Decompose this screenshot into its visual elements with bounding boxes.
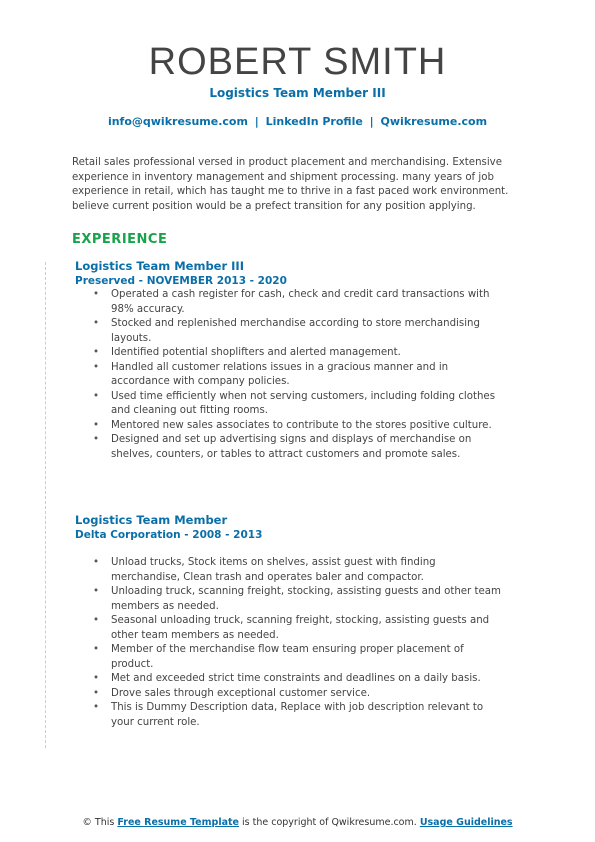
contact-line	[0, 115, 595, 128]
timeline-divider	[45, 262, 46, 748]
email-link[interactable]: info@qwikresume.com	[107, 115, 248, 128]
job-bullet: • Met and exceeded strict time constraints and deadlines on a daily basis.	[111, 672, 515, 687]
footer-middle: is the copyright of Qwikresume.com.	[242, 817, 417, 828]
candidate-name: ROBERT SMITH	[148, 41, 447, 83]
contact-separator: |	[369, 115, 374, 128]
job-bullet: • Identified potential shoplifters and alerted management.	[111, 346, 515, 361]
job-entry	[75, 513, 515, 730]
candidate-role: Logistics Team Member III	[209, 86, 386, 100]
contact-separator: |	[254, 115, 259, 128]
job-entry	[75, 259, 515, 462]
linkedin-link[interactable]: LinkedIn Profile	[265, 115, 363, 128]
job-bullet: • Used time efficiently when not serving customers, including folding clothes and cleaning out fitting rooms.	[111, 390, 515, 419]
job-bullet: • Member of the merchandise flow team ensuring proper placement of product.	[111, 643, 515, 672]
footer-prefix: © This	[82, 817, 115, 828]
job-bullet: • Operated a cash register for cash, check and credit card transactions with 98% accuracy.	[111, 288, 515, 317]
job-bullet: • Seasonal unloading truck, scanning freight, stocking, assisting guests and other team members as needed.	[111, 614, 515, 643]
job-bullet: • Designed and set up advertising signs and displays of merchandise on shelves, counters, or tables to attract customers and promote sales.	[111, 433, 515, 462]
job-company-dates: Preserved - NOVEMBER 2013 - 2020	[75, 275, 287, 287]
job-company-dates: Delta Corporation - 2008 - 2013	[75, 529, 263, 541]
free-resume-template-link[interactable]: Free Resume Template	[117, 817, 239, 828]
job-bullet: • This is Dummy Description data, Replace with job description relevant to your current role.	[111, 701, 515, 730]
job-title: Logistics Team Member III	[75, 259, 244, 273]
job-bullet: • Unloading truck, scanning freight, stocking, assisting guests and other team members as needed.	[111, 585, 515, 614]
job-bullet: • Handled all customer relations issues in a gracious manner and in accordance with company policies.	[111, 361, 515, 390]
job-bullets	[75, 556, 515, 730]
job-bullet: • Mentored new sales associates to contribute to the stores positive culture.	[111, 419, 515, 434]
job-bullet: • Drove sales through exceptional customer service.	[111, 687, 515, 702]
experience-heading: EXPERIENCE	[72, 232, 168, 247]
job-bullet: • Unload trucks, Stock items on shelves, assist guest with finding merchandise, Clean trash and operates baler and compactor.	[111, 556, 515, 585]
job-bullet: • Stocked and replenished merchandise according to store merchandising layouts.	[111, 317, 515, 346]
summary-paragraph: Retail sales professional versed in product placement and merchandising. Extensive experience in inventory management and shipment processing. many years of job experience in retail, which has taught me to thrive in a fast paced work environment. believe current position would be a prefect transition for any position applying.	[72, 157, 509, 212]
website-link[interactable]: Qwikresume.com	[380, 115, 488, 128]
job-title: Logistics Team Member	[75, 513, 228, 527]
usage-guidelines-link[interactable]: Usage Guidelines	[419, 817, 513, 828]
job-bullets	[75, 288, 515, 462]
copyright-footer	[0, 817, 595, 828]
